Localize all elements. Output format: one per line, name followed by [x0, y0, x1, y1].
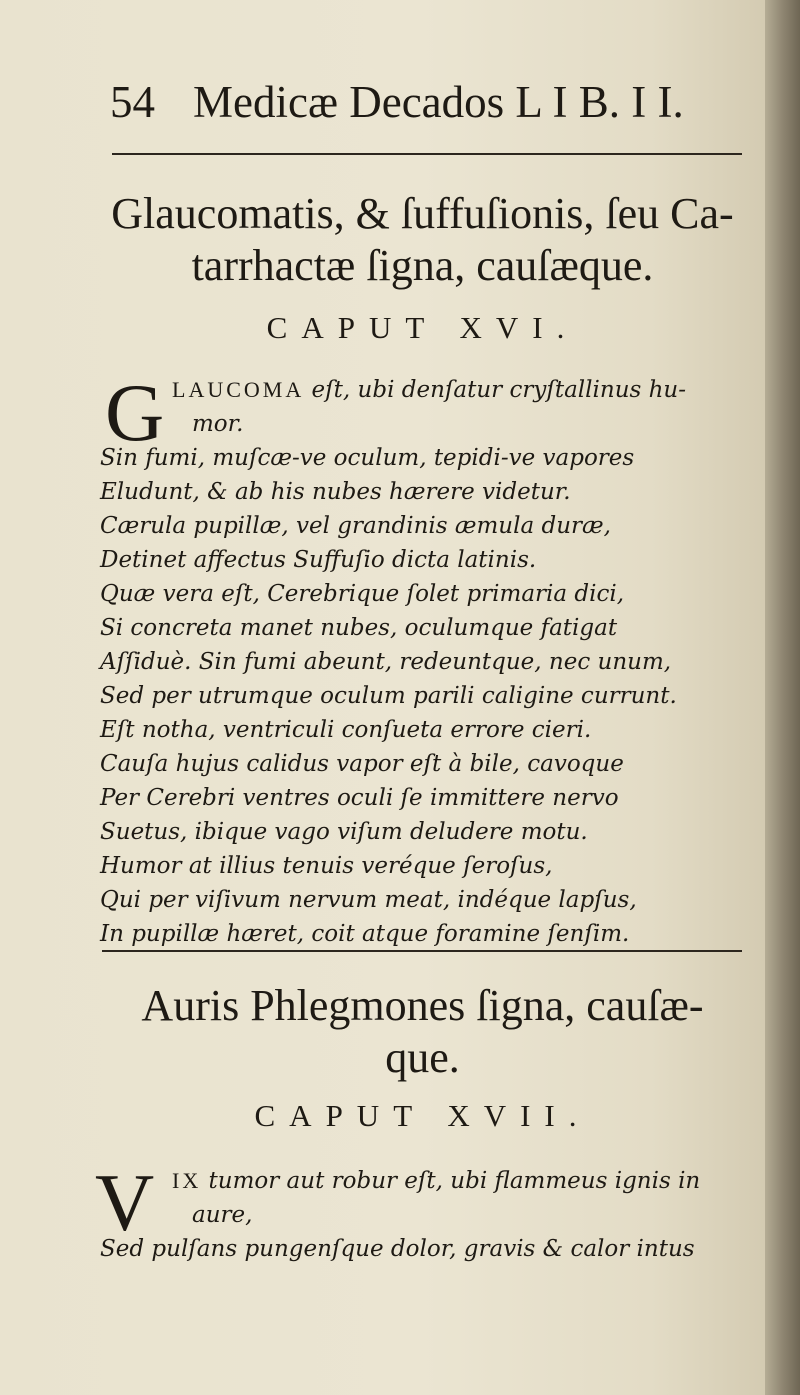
drop-cap: V	[95, 1157, 155, 1248]
verse-line	[100, 373, 755, 407]
title-line: Glaucomatis, & ſuffuſionis, ſeu Ca-	[111, 189, 734, 238]
verse-line: mor.	[192, 411, 244, 437]
verse-block-xvi	[100, 367, 755, 951]
verse-line: Eſt notha, ventriculi conſueta errore cieri.	[100, 717, 592, 743]
book-spine-edge	[765, 0, 800, 1395]
chapter-title-xvii	[95, 980, 750, 1084]
section-rule	[102, 950, 742, 952]
verse-block-xvii	[100, 1164, 755, 1266]
verse-line: In pupillæ hæret, coit atque foramine ſenſim.	[100, 921, 630, 947]
verse-line: Aſſiduè. Sin fumi abeunt, redeuntque, nec unum,	[100, 649, 672, 675]
verse-line: Sed per utrumque oculum parili caligine currunt.	[100, 683, 677, 709]
drop-cap: G	[105, 367, 165, 458]
verse-text: eſt, ubi denſatur cryſtallinus hu-	[304, 377, 687, 403]
verse-line	[100, 1164, 755, 1198]
small-caps-word: LAUCOMA	[172, 377, 305, 402]
verse-line: Si concreta manet nubes, oculumque fatigat	[100, 615, 618, 641]
verse-line: Detinet affectus Suffuſio dicta latinis.	[100, 547, 537, 573]
verse-text: tumor aut robur eſt, ubi flammeus ignis in	[201, 1168, 701, 1194]
verse-line: Per Cerebri ventres oculi ſe immittere nervo	[100, 785, 619, 811]
verse-line: Qui per viſivum nervum meat, indéque lapſus,	[100, 887, 637, 913]
verse-line: Cærula pupillæ, vel grandinis æmula duræ,	[100, 513, 611, 539]
title-line: que.	[385, 1033, 460, 1082]
caput-heading-xvi: CAPUT XVI.	[266, 310, 579, 345]
title-line: Auris Phlegmones ſigna, cauſæ-	[141, 981, 704, 1030]
header-rule	[112, 153, 742, 155]
verse-line: aure,	[192, 1202, 253, 1228]
verse-line: Sin fumi, muſcæ-ve oculum, tepidi-ve vapores	[100, 445, 635, 471]
verse-line: Suetus, ibique vago viſum deludere motu.	[100, 819, 588, 845]
small-caps-word: IX	[172, 1168, 202, 1193]
running-title: Medicæ Decados L I B. I I.	[193, 77, 684, 127]
caput-heading-xvii: CAPUT XVII.	[254, 1098, 591, 1133]
verse-line: Eludunt, & ab his nubes hærere videtur.	[100, 479, 571, 505]
verse-line: Cauſa hujus calidus vapor eſt à bile, cavoque	[100, 751, 624, 777]
verse-line: Quæ vera eſt, Cerebrique ſolet primaria dici,	[100, 581, 625, 607]
verse-line: Sed pulſans pungenſque dolor, gravis & calor intus	[100, 1236, 695, 1262]
title-line: tarrhactæ ſigna, cauſæque.	[191, 241, 654, 290]
running-head	[110, 72, 730, 132]
page-number: 54	[110, 77, 155, 127]
verse-line: Humor at illius tenuis veréque ſeroſus,	[100, 853, 553, 879]
chapter-title-xvi	[95, 188, 750, 292]
